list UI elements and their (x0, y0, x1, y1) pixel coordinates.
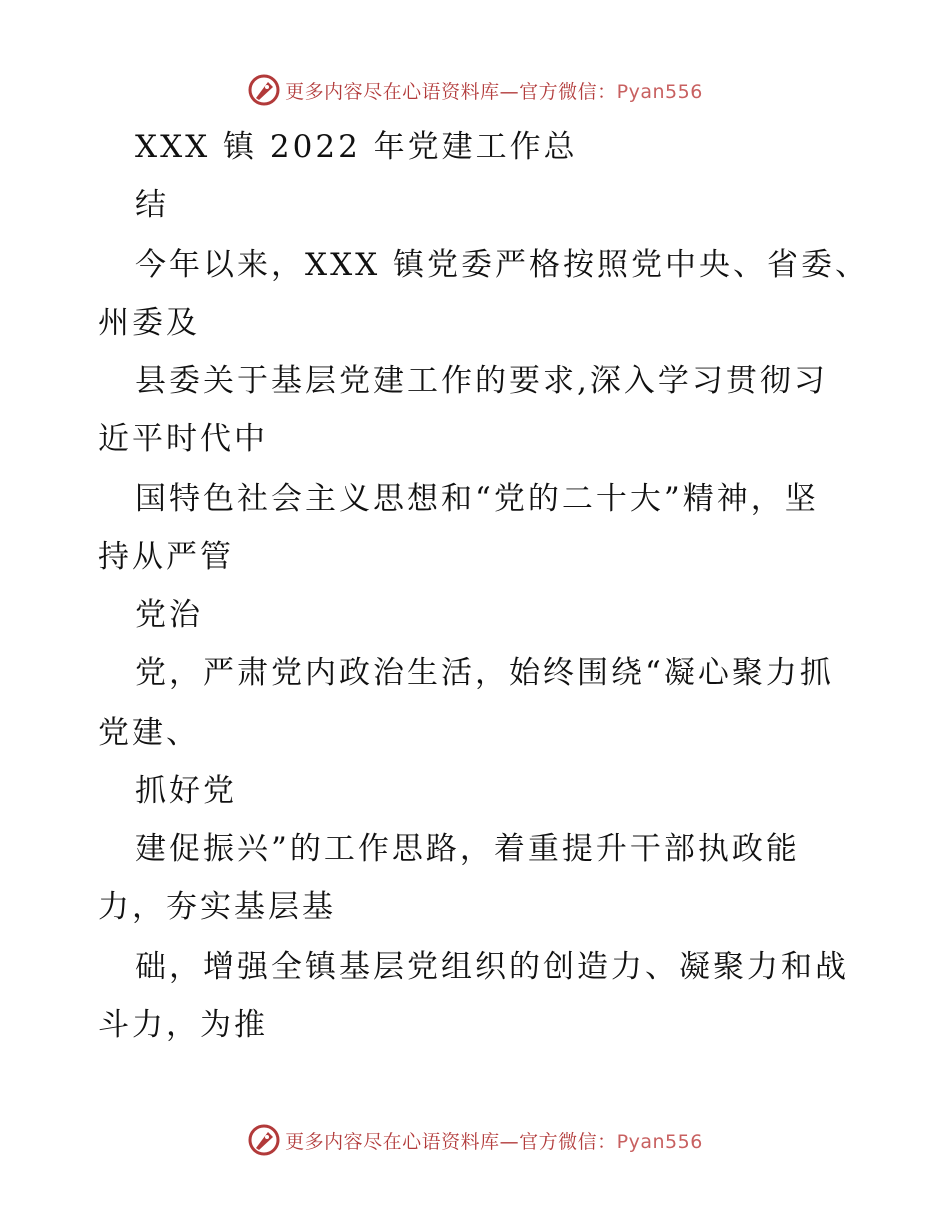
paragraph-line: 力，夯实基层基 (98, 889, 336, 925)
paragraph-line: 党，严肃党内政治生活，始终围绕“凝心聚力抓 (135, 655, 834, 691)
document-title-line-2: 结 (135, 187, 169, 223)
paragraph-line: 党治 (135, 597, 203, 633)
banner-text: 更多内容尽在心语资料库—官方微信：Pyan556 (285, 80, 703, 103)
header-banner (0, 70, 950, 110)
pen-nib-logo-icon (247, 73, 281, 107)
footer-banner (0, 1120, 950, 1160)
paragraph-line: 党建、 (98, 715, 200, 751)
paragraph-line: 础，增强全镇基层党组织的创造力、凝聚力和战 (135, 949, 849, 985)
wechat-id: Pyan556 (616, 1130, 703, 1153)
wechat-id: Pyan556 (616, 80, 703, 103)
paragraph-line: 州委及 (98, 305, 200, 341)
pen-nib-logo-icon (247, 1123, 281, 1157)
paragraph-line: 近平时代中 (98, 421, 268, 457)
paragraph-line: 抓好党 (135, 773, 237, 809)
paragraph-line: 斗力，为推 (98, 1007, 268, 1043)
banner-text: 更多内容尽在心语资料库—官方微信：Pyan556 (285, 1130, 703, 1153)
paragraph-line: 国特色社会主义思想和“党的二十大”精神，坚 (135, 481, 819, 517)
paragraph-line: 县委关于基层党建工作的要求,深入学习贯彻习 (135, 363, 828, 399)
paragraph-line: 今年以来，XXX 镇党委严格按照党中央、省委、 (135, 247, 870, 283)
paragraph-line: 建促振兴”的工作思路，着重提升干部执政能 (135, 831, 800, 867)
paragraph-line: 持从严管 (98, 539, 234, 575)
document-title-line-1: XXX 镇 2022 年党建工作总 (135, 129, 578, 165)
